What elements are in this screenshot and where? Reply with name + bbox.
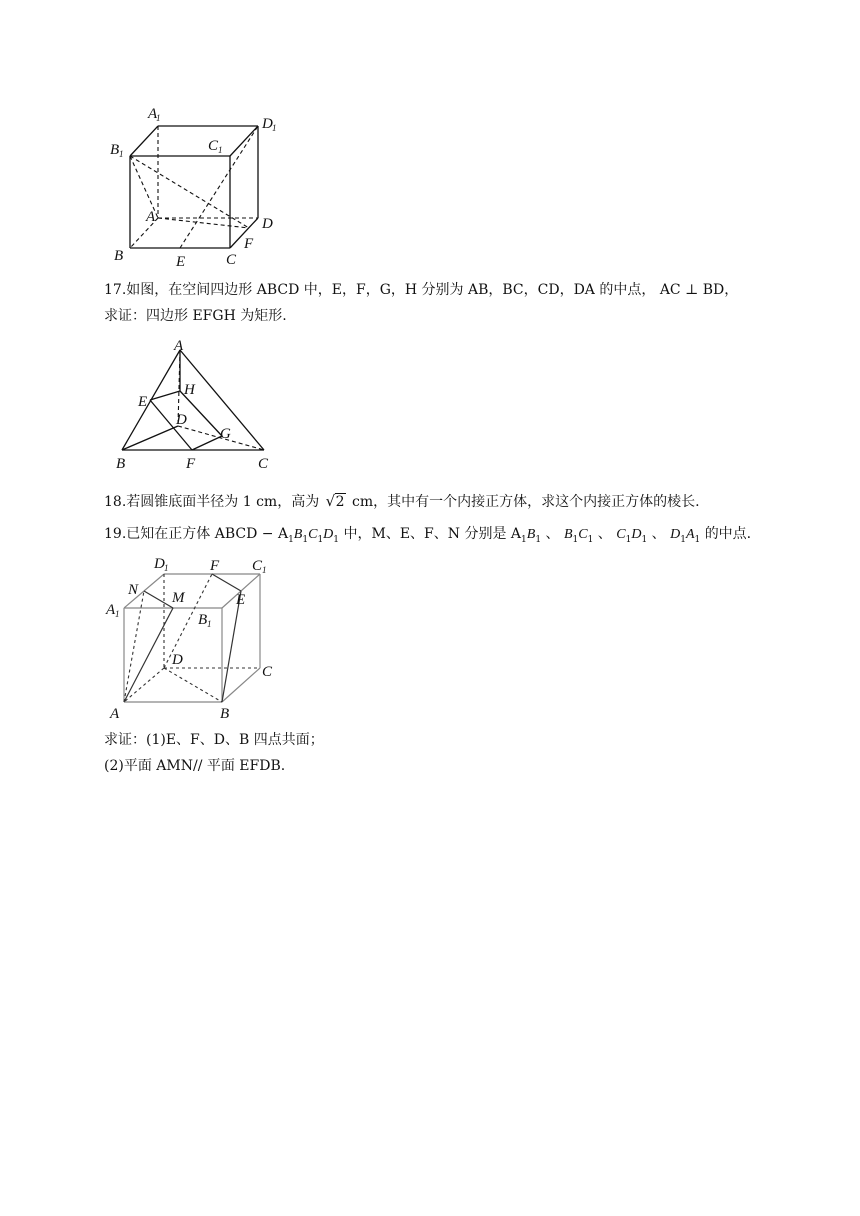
svg-text:1: 1 [115, 609, 120, 619]
svg-text:1: 1 [218, 145, 223, 155]
label-A1: A [106, 602, 116, 618]
sqrt-symbol: √ 2 [325, 492, 345, 510]
question-17-line2: 求证：四边形 EFGH 为矩形. [104, 308, 287, 324]
sqrt-value: 2 [335, 494, 345, 510]
label-B: B [114, 248, 124, 264]
question-17-line1: 17.如图，在空间四边形 ABCD 中，E，F，G，H 分别为 AB，BC，CD，DA 的中点， AC ⊥ BD， [104, 282, 739, 298]
label-G: G [220, 426, 231, 442]
label-H: H [184, 382, 195, 398]
label-M: M [172, 590, 185, 606]
label-C1: C [252, 558, 263, 574]
label-C: C [262, 664, 273, 680]
cube-figure-1 [104, 100, 304, 270]
label-C: C [258, 456, 269, 472]
label-D: D [262, 216, 273, 232]
label-A: A [174, 338, 184, 354]
label-F: F [210, 558, 220, 574]
label-B1: B [110, 142, 120, 158]
svg-text:1: 1 [262, 565, 267, 575]
label-B: B [220, 706, 230, 722]
label-B: B [116, 456, 126, 472]
question-19-part2: (2)平面 AMN// 平面 EFDB. [104, 758, 286, 774]
label-D: D [176, 412, 187, 428]
label-C: C [226, 252, 237, 268]
quadrilateral-figure [110, 336, 290, 476]
question-19-line1: 19.已知在正方体 ABCD − $A_1B_1C_1D_1$ 中，M、E、F、N 分别是 $A_1B_1$ 、 $B_1C_1$ 、 $C_1D_1$ 、 $D_1A_1$ 的中点. [104, 526, 752, 545]
svg-text:1: 1 [164, 563, 169, 573]
label-D1: D [154, 556, 165, 572]
cube-figure-2 [104, 552, 284, 722]
label-E: E [236, 592, 246, 608]
label-D1: D [262, 116, 273, 132]
svg-text:1: 1 [207, 619, 212, 629]
svg-text:1: 1 [119, 149, 124, 159]
label-A1-sub: 1 [156, 113, 161, 123]
svg-text:1: 1 [272, 123, 277, 133]
label-F: F [244, 236, 254, 252]
label-A1: A [148, 106, 158, 122]
label-B1: B [198, 612, 208, 628]
question-19-part1: (1)E、F、D、B 四点共面； [146, 732, 324, 748]
question-19-proof-intro: 求证：(1)E、F、D、B 四点共面； [104, 732, 324, 748]
label-A: A [146, 209, 156, 225]
label-N: N [128, 582, 139, 598]
label-D: D [172, 652, 183, 668]
label-E: E [138, 394, 148, 410]
label-A: A [110, 706, 120, 722]
question-18: 18.若圆锥底面半径为 1 cm，高为 √ 2 cm，其中有一个内接正方体，求这个内接正方体的棱长. [104, 492, 700, 510]
label-E: E [176, 254, 186, 270]
label-C1: C [208, 138, 219, 154]
label-F: F [186, 456, 196, 472]
